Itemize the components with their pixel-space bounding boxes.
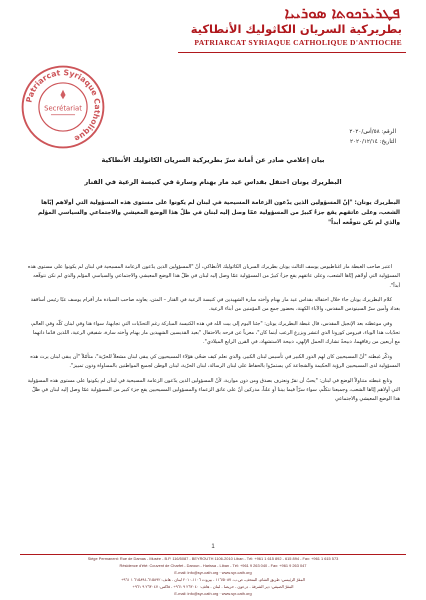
footer-line: Siège Permanent: Rue de Damas - Musée - B.P. 116/5087 - BEYROUTH 1106-2010 Liban - Tél: +961 1 615 892 - 615 894 - Fax: +961 1 615 573	[87, 556, 339, 561]
press-release-title: بيان إعلامي صادر عن أمانة سرّ بطريركية السريان الكاثوليك الأنطاكية	[101, 156, 325, 164]
body-paragraph: اعتبر صاحب الغبطة مار اغناطيوس يوسف الثالث يونان بطريرك السريان الكاثوليك الأنطاكي، أنّ "المسؤولين الذين يدّعون الزعامة المسيحية في لبنان لم يكونوا على مستوى هذه المسؤولية التي أولاهم إيّاها الشعب، وعلى عاتقهم يقع جزءٌ كبيرٌ من المسؤولية عمّا وصل إليه لبنان في ظلّ هذا الوضع المعيشي والاجتماعي والسياسي المؤلم والذي لم نكن نتوقّعه أبداً".	[27, 264, 400, 289]
body-paragraph: وفي موعظته بعد الإنجيل المقدس، قال غبطة البطريرك يونان: "جئنا اليوم إلى بيت الله في هذه الكنيسة المباركة رغم التحدّيات التي تجابهنا، سواء هنا وفي لبنان كلّه وفي العالم، تحدّيات هذا الوباء، فيروس كورونا الذي انتشر ويزرع الرعب أينما كان"، معرباً عن فرحه بالاحتفال "بعيد القديسين الشهيدين مار بهنام وأخته سارة، شفيعَي الرعية، اللذين قدّما ذاتهما مع أربعين من رفاقهما، ذبيحةً تشارك الحمل الإلهي، ذبيحة الاستشهاد، في القرن الرابع الميلادي".	[30, 320, 400, 346]
lead-quote-text: البطريرك يونان: "إنّ المسؤولين الذين يدّعون الزعامة المسيحية في لبنان لم يكونوا على مستوى هذه المسؤولية التي أولاهم إيّاها الشعب، وعلى عاتقهم يقع جزءٌ كبيرٌ من المسؤولية عمّا وصل إليه لبنان في ظلّ هذا الوضع المعيشي والاجتماعي والسياسي المؤلم والذي لم نكن نتوقّعه أبداً"	[38, 200, 400, 226]
body-paragraph: وتابع غبطته متناولاً الوضع في لبنان: "يحبّ أن نقرّ ونعترف بصدق ومن دون مواربة، لأنّ المسؤولين الذين يدّعون الزعامة المسيحية في لبنان لم يكونوا على مستوى هذه المسؤولية التي أولاهم إيّاها الشعب، وجميعنا نتكلّم، سواء سرّاً فيما بيننا أو علناً، مدركين أنّ على عاتق الزعماء والمسؤولين المسيحيين يقع جزء كبير من المسؤولية عمّا وصل إليه لبنان في ظلّ هذا الوضع المعيشي والاجتماعي	[27, 377, 400, 403]
seal-center-text: Secrétariat	[44, 104, 82, 113]
seal-ring-text: Patriarcat Syriaque Catholique	[24, 68, 102, 144]
footer-line: المقرّ الصيفي: دير الشرفة - درعون - حريصا - لبنان - هاتف: ٢٦٣٠٤٠ ٩ ٩٦١+ - فاكس: ٢٦٣٠٤٧ ٩ ٩٦١+	[132, 584, 294, 589]
letterhead-arabic-title: بطريركية السريان الكاثوليك الأنطاكية	[190, 22, 402, 36]
secretariat-seal-stamp	[20, 64, 106, 150]
body-paragraph: كلام البطريرك يونان جاء خلال احتفاله بقداس عيد مار بهنام وأخته سارة الشهيدين في كنيسة الرعية في القنار – المتن، يعاونه صاحب السيادة مار أفرام يوسف عبّا رئيس أساقفة بغداد وأمين سرّ السينودس المقدس، والآباء الكهنة، بحضور جمع من المؤمنين من أبناء الرعية.	[30, 297, 400, 313]
lead-quote	[26, 198, 400, 228]
body-text	[26, 263, 400, 410]
footer-line: E-mail: info@syr-cath.org · www.syr-cath.org	[174, 570, 252, 575]
body-paragraph: وذكّر غبطته "أنّ المسيحيين كان لهم الدور الكبير في تأسيس لبنان الكبير، والذي نعلم كيف ضحّى هؤلاء المسيحيون كي يبقى لبنان مشعلاً للحرّية"، متأمّلاً "أن يبقى لبنان يرث هذه المسؤولية لدى المسيحيين الرؤية الحكيمة والشجاعة كي يستمرّوا بالحفاظ على لبنان الرسالة، لبنان الحرّية، لبنان الوطن لجميع المواطنين بالمساواة ودون تمييز".	[30, 353, 400, 370]
footer-line: Résidence d'été: Couvent de Charfet - Daroun - Harissa - Liban - Tél: +961 9 263 040 - Fax: +961 9 263 047	[119, 563, 307, 568]
page-number: 1	[211, 544, 215, 550]
letterhead-divider	[178, 52, 406, 53]
footer-line: E-mail: info@syr-cath.org · www.syr-cath.org	[174, 591, 252, 596]
reference-number: الرقم: ٥٨/أس/٢٠٢٠	[349, 129, 396, 135]
letterhead-syriac-title: ܦܛܪܝܪܟܘܬܐ ܣܘܪܝܝܐ	[284, 4, 400, 22]
press-release-subtitle: البطريرك يونان احتفل بقداس عيد مار بهنام وسارة في كنيسة الرعية في القنار	[84, 178, 342, 186]
reference-date: التاريخ: ٢٠٢٠/١٢/١٤	[350, 139, 396, 145]
letterhead-french-title: PATRIARCAT SYRIAQUE CATHOLIQUE D'ANTIOCHE	[194, 38, 402, 47]
footer-line: المقرّ الرئيسي: طريق الشام، المتحف، ص.ب. ١١٦/٥٠٨٧ - بيروت ١١٠٦-٢٠١٠ لبنان - هاتف: ٦١٥٨٩٢-٦١٥٨٩٤ ١ ٩٦١+	[121, 577, 305, 582]
footer-divider	[20, 554, 406, 555]
